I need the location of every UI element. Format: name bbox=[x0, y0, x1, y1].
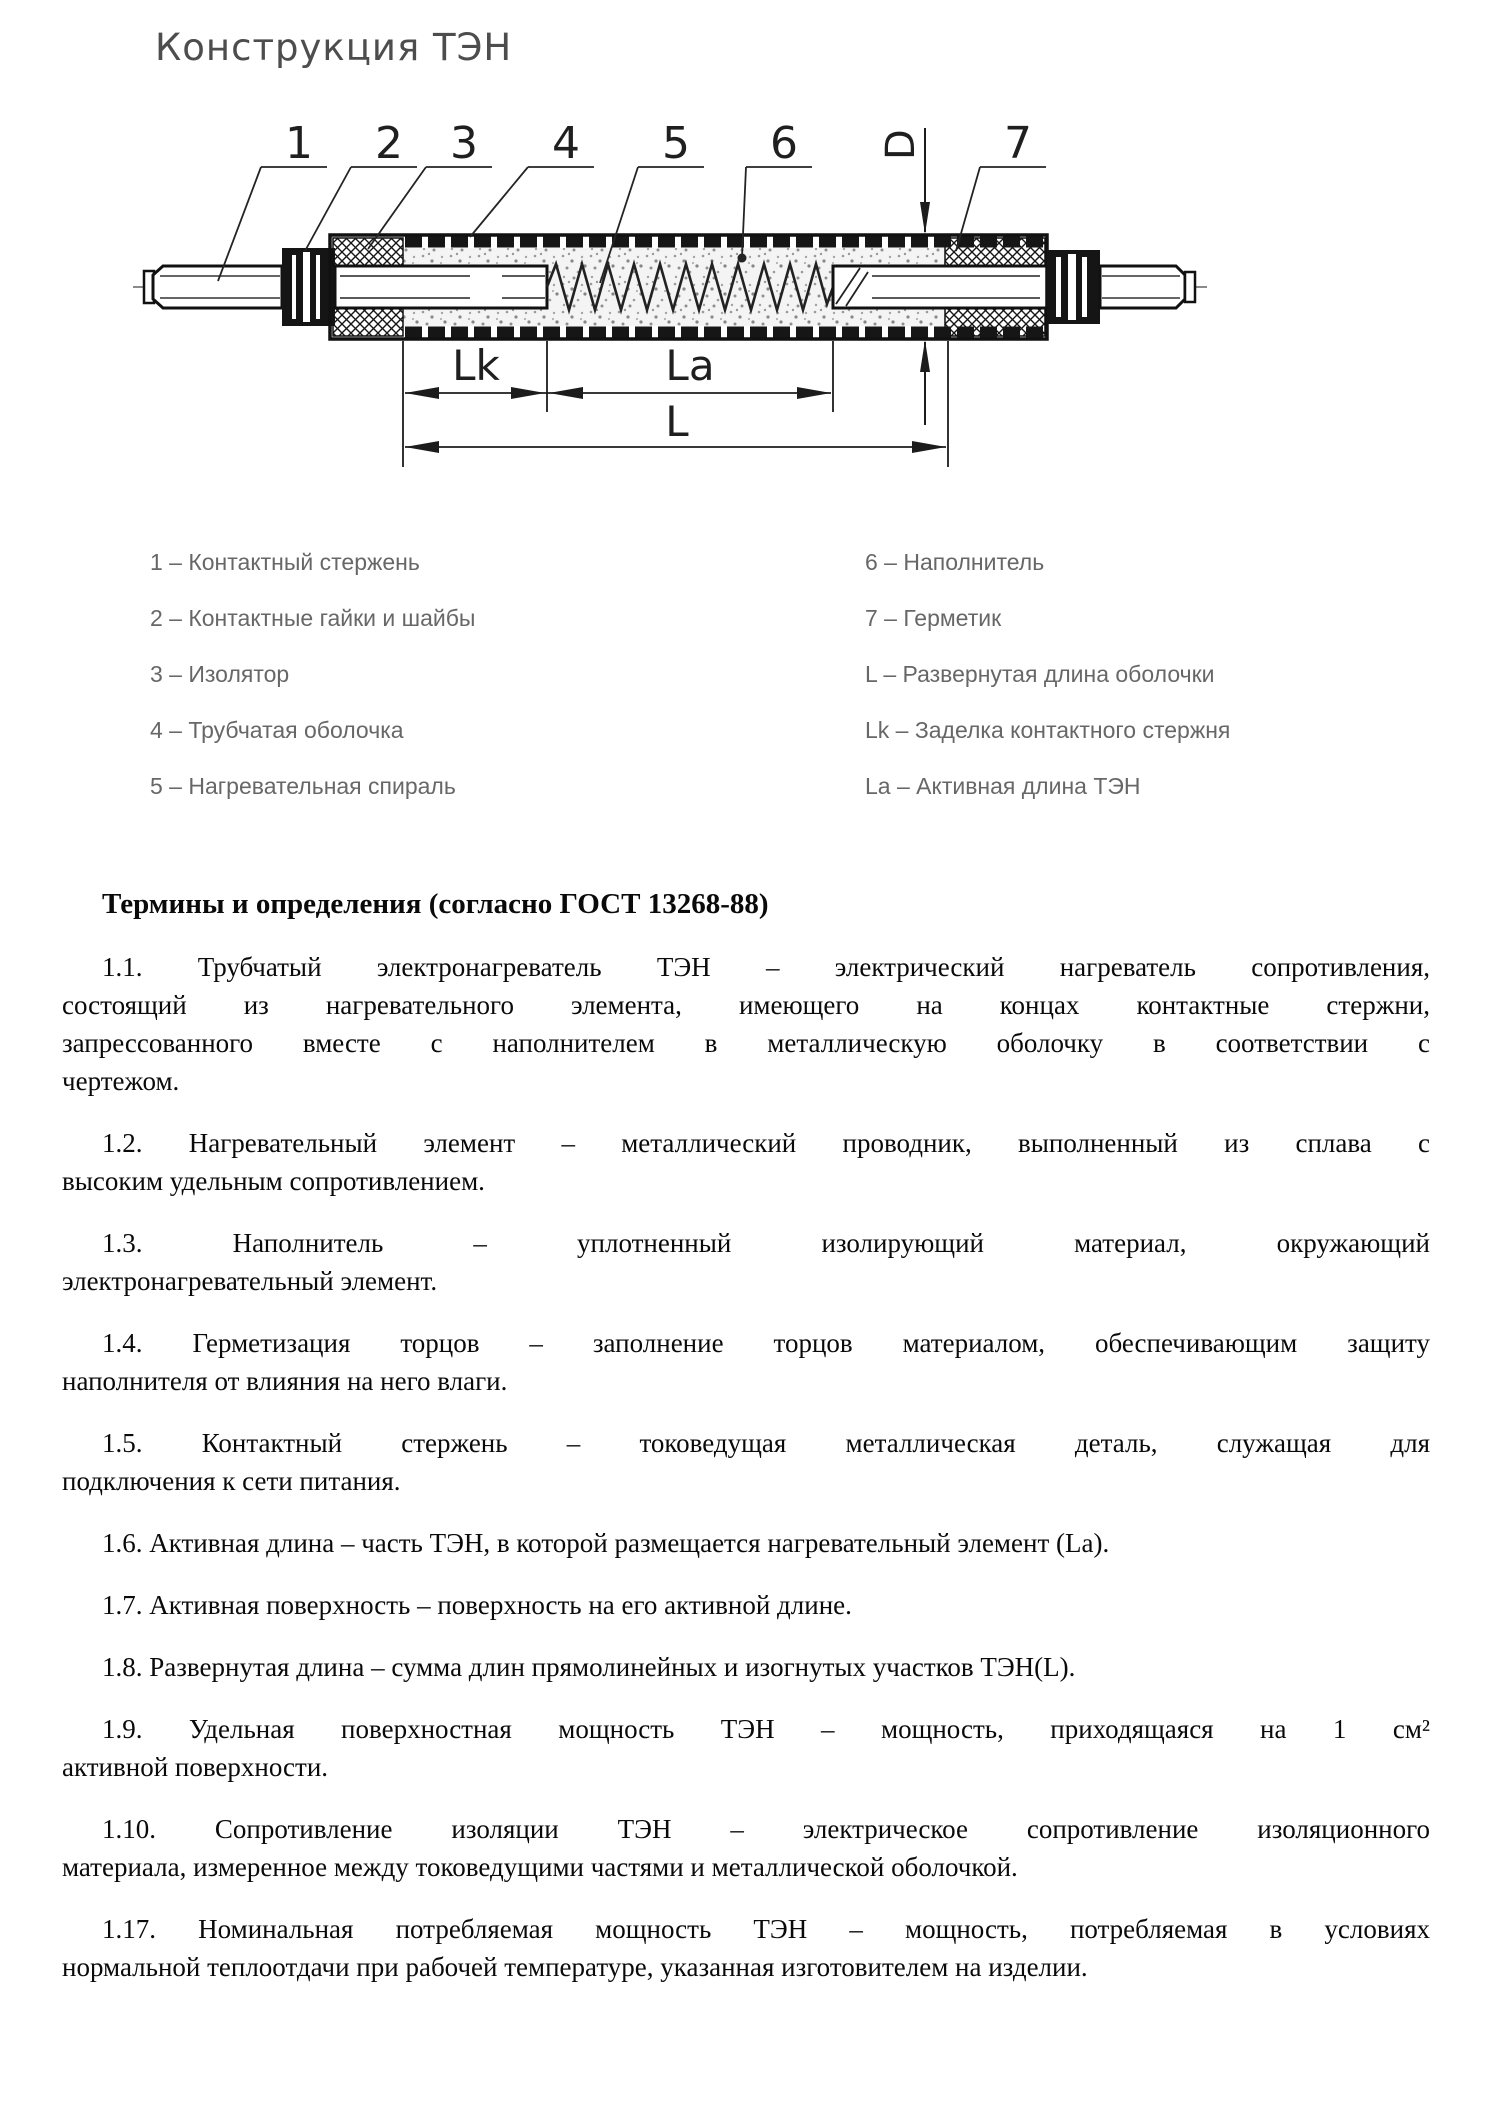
term-paragraph bbox=[62, 1586, 1430, 1624]
washer-slit bbox=[292, 255, 296, 319]
term-paragraph bbox=[62, 1124, 1430, 1200]
term-paragraph bbox=[62, 1524, 1430, 1562]
right-embedded-rod bbox=[833, 266, 1047, 308]
arrowhead bbox=[797, 387, 831, 399]
legend-item: 4 – Трубчатая оболочка bbox=[150, 717, 404, 743]
term-line: нормальной теплоотдачи при рабочей температуре, указанная изготовителем на изделии. bbox=[62, 1952, 1088, 1982]
term-paragraph bbox=[62, 1810, 1430, 1886]
term-line: 1.3. Наполнитель – уплотненный изолирующий материал, окружающий bbox=[102, 1228, 1430, 1258]
washer-slit bbox=[1056, 257, 1061, 317]
arrowhead bbox=[920, 202, 930, 234]
term-paragraph bbox=[62, 1224, 1430, 1300]
legend-item: L – Развернутая длина оболочки bbox=[865, 661, 1215, 687]
term-line: активной поверхности. bbox=[62, 1752, 329, 1782]
term-line: высоким удельным сопротивлением. bbox=[62, 1166, 485, 1196]
term-line: состоящий из нагревательного элемента, имеющего на концах контактные стержни, bbox=[62, 990, 1430, 1020]
leader-dot bbox=[738, 254, 747, 263]
term-line: электронагревательный элемент. bbox=[62, 1266, 438, 1296]
dim-label-la: La bbox=[665, 341, 715, 390]
terms-heading: Термины и определения (согласно ГОСТ 13268-88) bbox=[102, 888, 769, 920]
term-paragraph bbox=[62, 1324, 1430, 1400]
arrowhead bbox=[405, 387, 439, 399]
right-contact-rod bbox=[1100, 266, 1185, 308]
term-paragraph bbox=[62, 1910, 1430, 1986]
arrowhead bbox=[405, 441, 439, 453]
part-label-7: 7 bbox=[1004, 118, 1032, 169]
term-line: 1.2. Нагревательный элемент – металлический проводник, выполненный из сплава с bbox=[102, 1128, 1430, 1158]
term-line: материала, измеренное между токоведущими частями и металлической оболочкой. bbox=[62, 1852, 1018, 1882]
term-line: 1.6. Активная длина – часть ТЭН, в которой размещается нагревательный элемент (La). bbox=[102, 1528, 1110, 1558]
arrowhead bbox=[920, 340, 930, 372]
arrowhead bbox=[511, 387, 545, 399]
dim-label-l: L bbox=[665, 397, 689, 446]
diameter-label: D bbox=[878, 129, 924, 160]
ten-construction-diagram bbox=[0, 0, 1493, 520]
term-paragraph bbox=[62, 1424, 1430, 1500]
term-paragraph bbox=[62, 948, 1430, 1100]
term-line: 1.5. Контактный стержень – токоведущая металлическая деталь, служащая для bbox=[102, 1428, 1430, 1458]
term-line: запрессованного вместе с наполнителем в металлическую оболочку в соответствии с bbox=[62, 1028, 1430, 1058]
term-paragraph bbox=[62, 1710, 1430, 1786]
legend-left-column bbox=[150, 534, 475, 814]
washer-slit bbox=[316, 255, 320, 319]
term-line: 1.8. Развернутая длина – сумма длин прямолинейных и изогнутых участков ТЭН(L). bbox=[102, 1652, 1076, 1682]
term-line: 1.7. Активная поверхность – поверхность на его активной длине. bbox=[102, 1590, 852, 1620]
part-label-4: 4 bbox=[552, 118, 580, 169]
terms-paragraphs bbox=[62, 948, 1430, 1986]
term-line: 1.4. Герметизация торцов – заполнение торцов материалом, обеспечивающим защиту bbox=[102, 1328, 1430, 1358]
right-rod-tip bbox=[1185, 272, 1195, 302]
legend-item: La – Активная длина ТЭН bbox=[865, 773, 1141, 799]
term-paragraph bbox=[62, 1648, 1430, 1686]
washer-slit bbox=[1068, 254, 1076, 320]
term-line: 1.9. Удельная поверхностная мощность ТЭН – мощность, приходящаяся на 1 см² bbox=[102, 1714, 1430, 1744]
term-line: наполнителя от влияния на него влаги. bbox=[62, 1366, 508, 1396]
part-label-5: 5 bbox=[662, 118, 690, 169]
legend-right-column bbox=[865, 534, 1230, 814]
legend-item: 2 – Контактные гайки и шайбы bbox=[150, 605, 476, 631]
arrowhead bbox=[549, 387, 583, 399]
insulator-hatch-top bbox=[333, 238, 403, 266]
insulator-hatch-bottom bbox=[333, 308, 403, 336]
term-line: 1.1. Трубчатый электронагреватель ТЭН – электрический нагреватель сопротивления, bbox=[102, 952, 1430, 982]
arrowhead bbox=[912, 441, 946, 453]
legend-item: 6 – Наполнитель bbox=[865, 549, 1045, 575]
part-label-3: 3 bbox=[450, 118, 478, 169]
dim-label-lk: Lk bbox=[452, 341, 500, 390]
washer-slit bbox=[1082, 257, 1087, 317]
part-label-1: 1 bbox=[285, 118, 313, 169]
part-label-2: 2 bbox=[375, 118, 403, 169]
legend-item: 3 – Изолятор bbox=[150, 661, 290, 687]
part-label-6: 6 bbox=[770, 118, 798, 169]
washer-slit bbox=[303, 252, 310, 322]
term-line: 1.10. Сопротивление изоляции ТЭН – электрическое сопротивление изоляционного bbox=[102, 1814, 1430, 1844]
legend-item: Lk – Заделка контактного стержня bbox=[865, 717, 1231, 743]
term-line: чертежом. bbox=[62, 1066, 180, 1096]
figure-title: Конструкция ТЭН bbox=[155, 26, 513, 69]
term-line: 1.17. Номинальная потребляемая мощность ТЭН – мощность, потребляемая в условиях bbox=[102, 1914, 1430, 1944]
terms-section bbox=[62, 884, 1430, 1986]
left-contact-rod bbox=[153, 266, 282, 308]
embedded-rod bbox=[335, 266, 547, 308]
legend-item: 5 – Нагревательная спираль bbox=[150, 773, 456, 799]
legend-item: 7 – Герметик bbox=[865, 605, 1002, 631]
legend-item: 1 – Контактный стержень bbox=[150, 549, 420, 575]
term-line: подключения к сети питания. bbox=[62, 1466, 401, 1496]
